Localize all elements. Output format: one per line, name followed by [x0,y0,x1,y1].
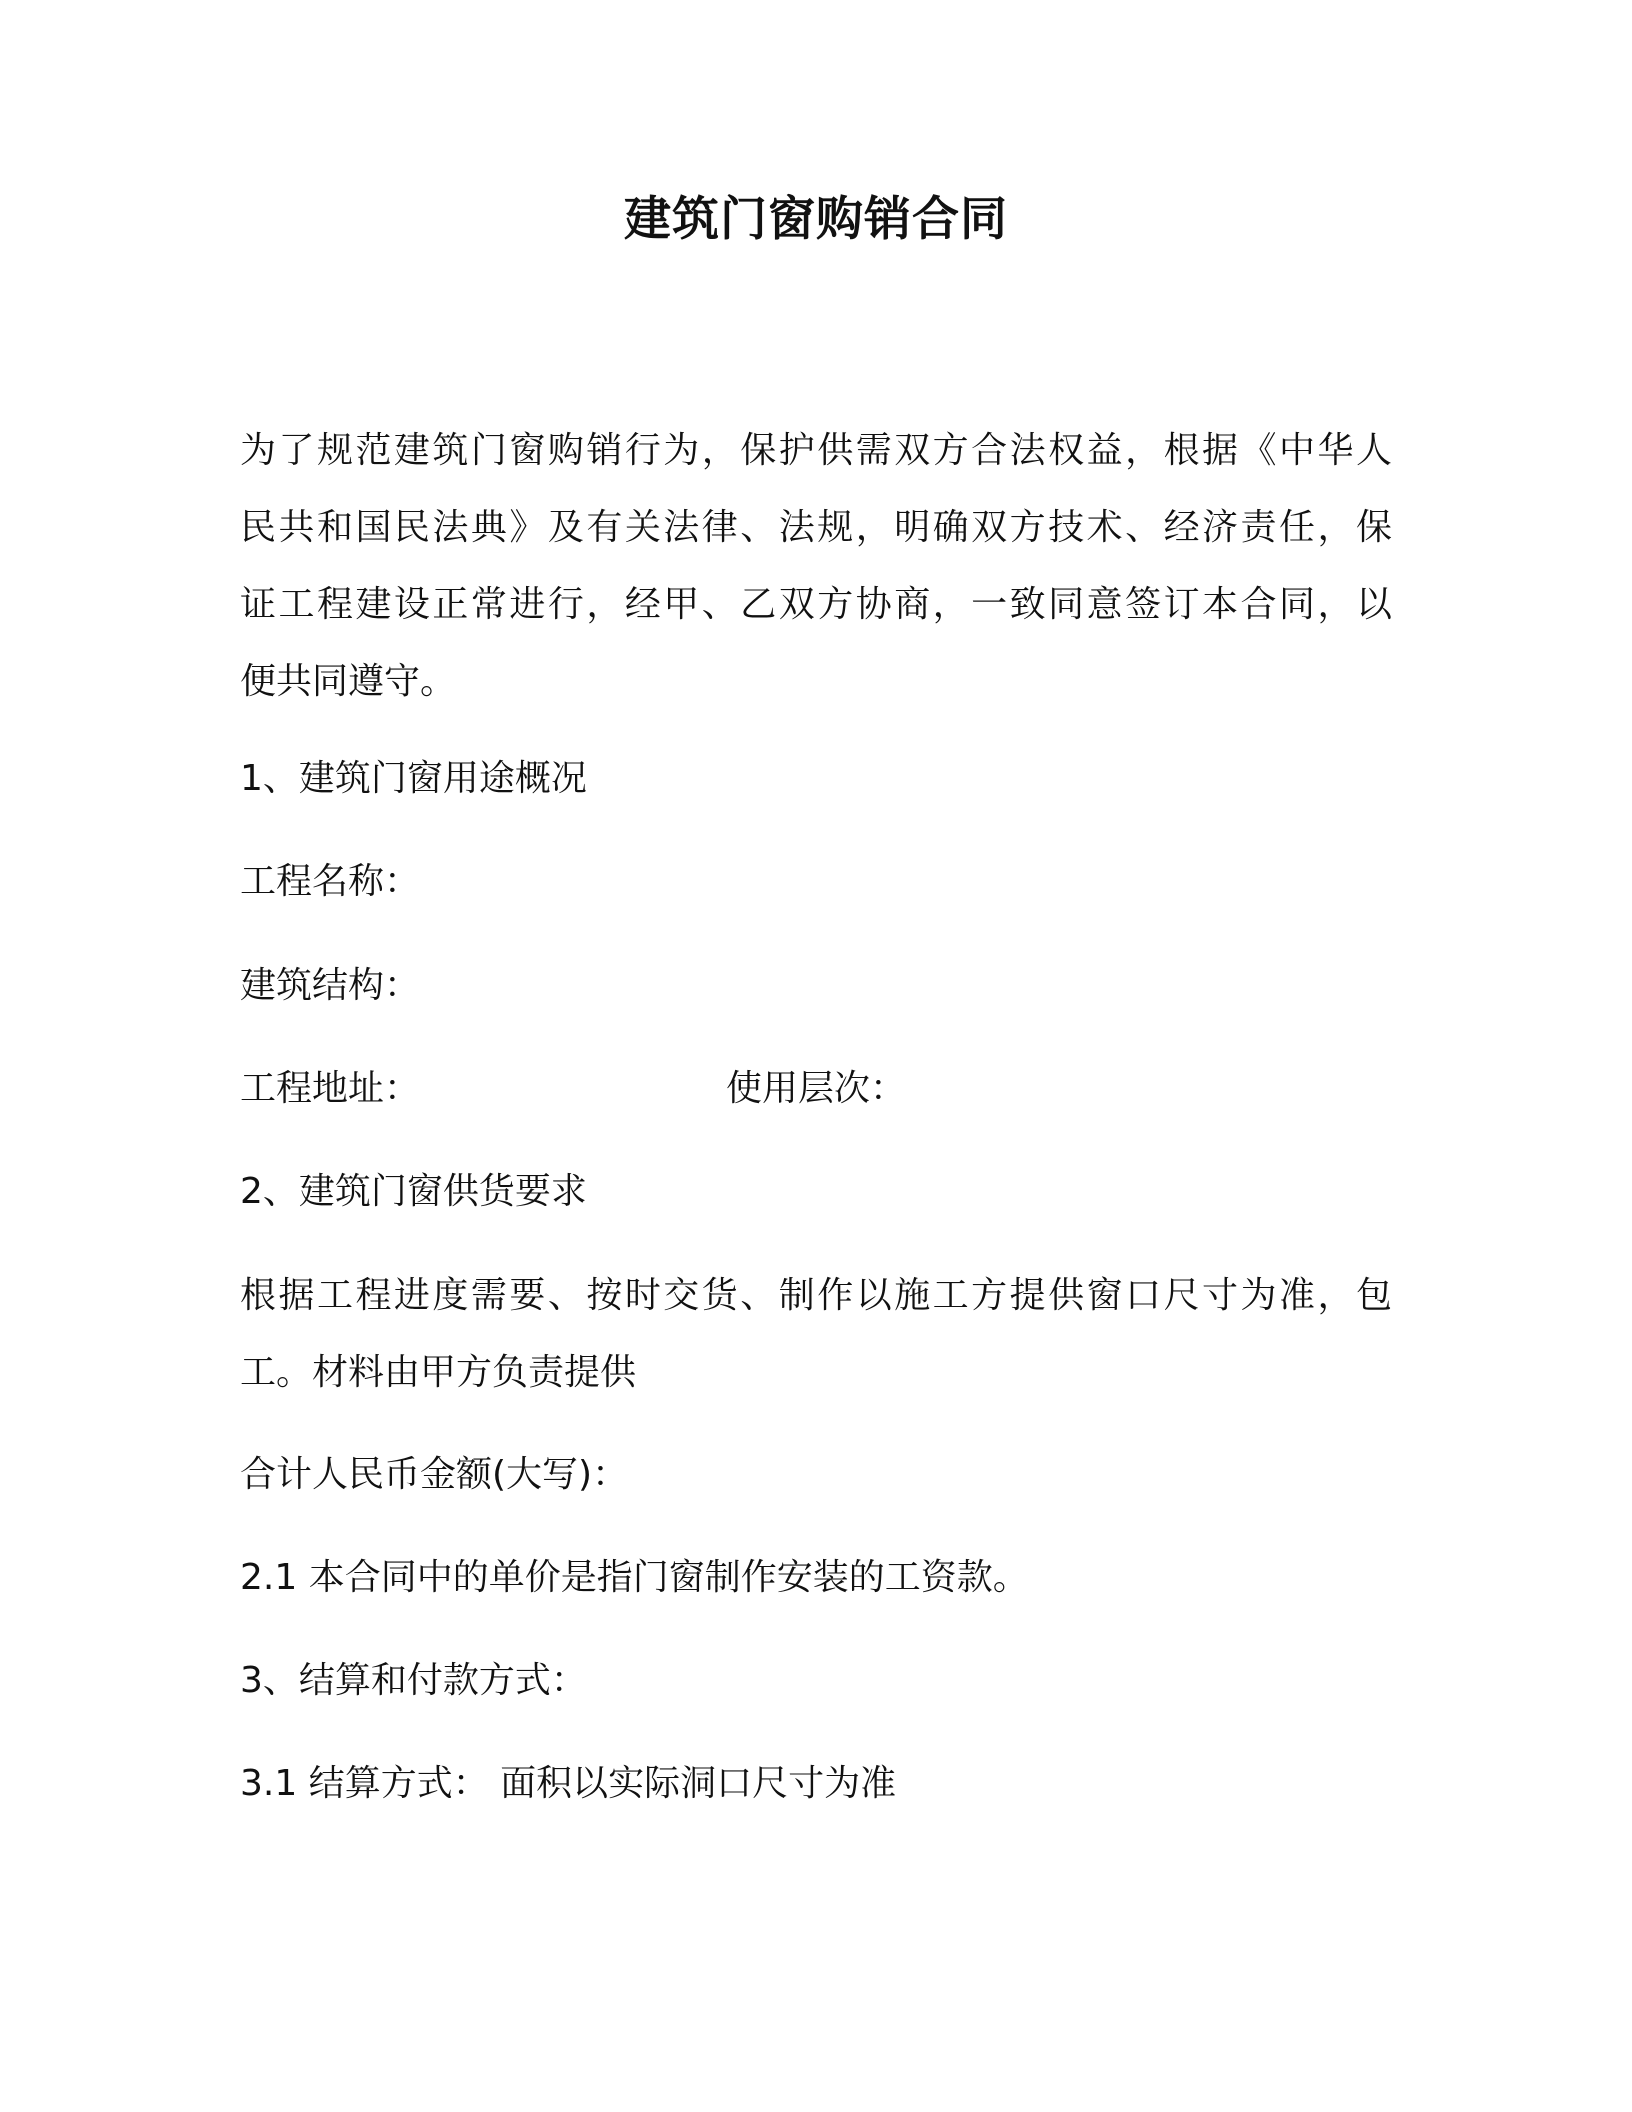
project-name-label: 工程名称： [240,861,421,902]
total-amount-label: 合计人民币金额(大写)： [240,1454,629,1495]
intro-paragraph [240,412,1392,720]
section-3-heading: 3、结算和付款方式： [240,1660,587,1701]
intro-line: 民共和国民法典》及有关法律、法规，明确双方技术、经济责任，保 [240,507,1392,548]
supply-line: 根据工程进度需要、按时交货、制作以施工方提供窗口尺寸为准，包 [240,1275,1392,1316]
clause-3-1: 3.1 结算方式： 面积以实际洞口尺寸为准 [240,1763,897,1804]
clause-2-1: 2.1 本合同中的单价是指门窗制作安装的工资款。 [240,1557,1029,1598]
supply-requirements-paragraph [240,1257,1392,1411]
project-address-label: 工程地址： [240,1068,421,1109]
section-1-heading: 1、建筑门窗用途概况 [240,758,587,799]
intro-line: 便共同遵守。 [240,661,457,702]
supply-line: 工。材料由甲方负责提供 [240,1352,637,1393]
intro-line: 证工程建设正常进行，经甲、乙双方协商，一致同意签订本合同，以 [240,584,1392,625]
document-title: 建筑门窗购销合同 [624,192,1008,247]
building-structure-label: 建筑结构： [240,965,421,1006]
section-2-heading: 2、建筑门窗供货要求 [240,1171,587,1212]
intro-line: 为了规范建筑门窗购销行为，保护供需双方合法权益，根据《中华人 [240,430,1392,471]
usage-floor-label: 使用层次： [726,1068,907,1109]
